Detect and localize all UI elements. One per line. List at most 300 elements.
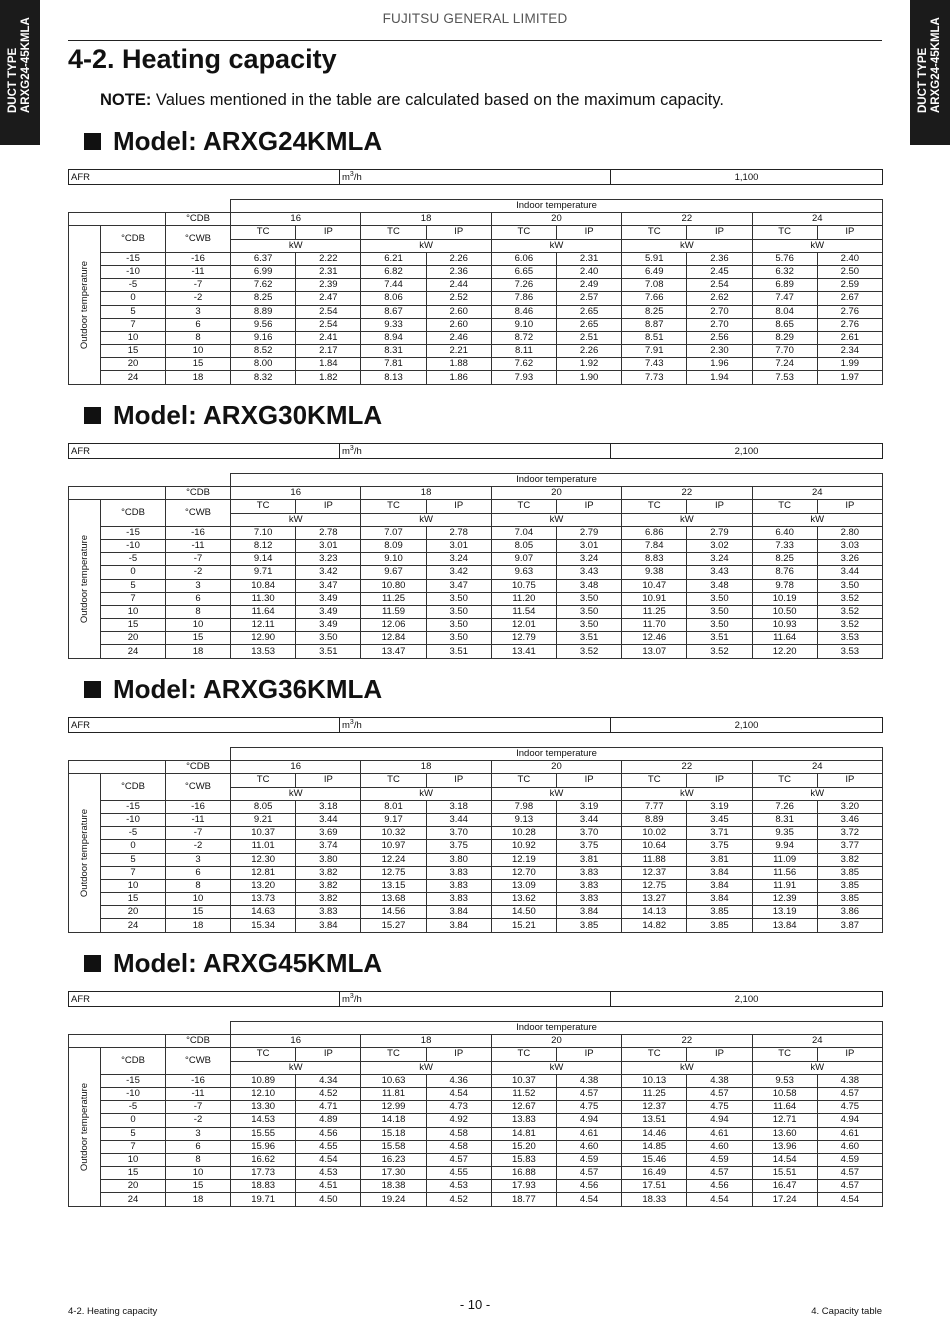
tc-value: 14.46	[622, 1127, 687, 1140]
ip-value: 4.71	[296, 1101, 361, 1114]
tc-label: TC	[231, 774, 296, 787]
side-tab-left-text	[7, 17, 33, 113]
ip-value: 2.54	[296, 318, 361, 331]
ip-label: IP	[296, 226, 361, 239]
tc-value: 13.07	[622, 645, 687, 658]
tc-label: TC	[622, 226, 687, 239]
ip-value: 2.59	[817, 279, 882, 292]
tc-value: 7.98	[491, 800, 556, 813]
tc-value: 12.06	[361, 619, 426, 632]
table-row	[69, 553, 883, 566]
ip-value: 4.61	[817, 1127, 882, 1140]
tc-label: TC	[361, 774, 426, 787]
tc-value: 8.52	[231, 345, 296, 358]
tc-value: 13.19	[752, 906, 817, 919]
outdoor-cdb-value: 24	[101, 645, 166, 658]
outdoor-cwb-value: -2	[166, 1114, 231, 1127]
indoor-temp-value: 16	[231, 487, 361, 500]
ip-value: 1.84	[296, 358, 361, 371]
ip-value: 2.21	[426, 345, 491, 358]
ip-value: 4.59	[817, 1153, 882, 1166]
tc-value: 8.25	[231, 292, 296, 305]
model-heading	[84, 948, 382, 979]
tc-value: 5.76	[752, 252, 817, 265]
afr-row	[69, 444, 883, 459]
outdoor-cwb-value: 18	[166, 1193, 231, 1206]
indoor-temp-value: 16	[231, 1035, 361, 1048]
outdoor-cdb-value: 15	[101, 893, 166, 906]
side-tab-line1: DUCT TYPE	[917, 47, 929, 113]
header-row-cdb	[69, 487, 883, 500]
tc-value: 13.96	[752, 1140, 817, 1153]
ip-value: 3.84	[687, 879, 752, 892]
ip-value: 4.52	[296, 1087, 361, 1100]
tc-label: TC	[491, 500, 556, 513]
tc-value: 6.06	[491, 252, 556, 265]
ip-value: 3.75	[687, 840, 752, 853]
kw-unit-label: kW	[622, 239, 752, 252]
tc-value: 13.30	[231, 1101, 296, 1114]
tc-value: 13.51	[622, 1114, 687, 1127]
ip-value: 3.74	[296, 840, 361, 853]
tc-value: 9.94	[752, 840, 817, 853]
outdoor-cdb-value: -15	[101, 252, 166, 265]
ip-value: 2.67	[817, 292, 882, 305]
tc-value: 10.50	[752, 605, 817, 618]
outdoor-cdb-value: 24	[101, 1193, 166, 1206]
table-row	[69, 1153, 883, 1166]
outdoor-temperature-cell	[69, 500, 101, 658]
outdoor-cwb-label: °CWB	[166, 226, 231, 252]
kw-unit-label: kW	[752, 239, 882, 252]
outdoor-cdb-value: 20	[101, 632, 166, 645]
tc-value: 10.80	[361, 579, 426, 592]
kw-unit-label: kW	[622, 787, 752, 800]
outdoor-cwb-value: -11	[166, 813, 231, 826]
afr-unit-sup: 3	[349, 992, 354, 1000]
kw-unit-label: kW	[361, 513, 491, 526]
ip-value: 4.61	[556, 1127, 621, 1140]
table-row	[69, 579, 883, 592]
note	[100, 91, 724, 110]
tc-value: 17.73	[231, 1167, 296, 1180]
kw-unit-label: kW	[491, 513, 621, 526]
kw-unit-label: kW	[752, 1061, 882, 1074]
ip-value: 4.58	[426, 1127, 491, 1140]
tc-value: 7.24	[752, 358, 817, 371]
outdoor-cdb-value: 15	[101, 345, 166, 358]
ip-value: 2.47	[296, 292, 361, 305]
tc-value: 12.46	[622, 632, 687, 645]
ip-value: 3.77	[817, 840, 882, 853]
outdoor-cdb-value: -5	[101, 553, 166, 566]
ip-value: 3.80	[296, 853, 361, 866]
side-tab-right-text	[917, 17, 943, 113]
tc-value: 10.92	[491, 840, 556, 853]
tc-value: 12.39	[752, 893, 817, 906]
tc-value: 7.84	[622, 539, 687, 552]
tc-label: TC	[622, 1048, 687, 1061]
tc-value: 16.49	[622, 1167, 687, 1180]
ip-value: 3.19	[687, 800, 752, 813]
afr-row	[69, 170, 883, 185]
outdoor-cdb-label: °CDB	[101, 226, 166, 252]
ip-label: IP	[817, 500, 882, 513]
table-row	[69, 632, 883, 645]
ip-value: 4.57	[556, 1087, 621, 1100]
ip-value: 2.51	[556, 331, 621, 344]
tc-value: 8.94	[361, 331, 426, 344]
outdoor-cdb-value: -10	[101, 265, 166, 278]
tc-value: 8.76	[752, 566, 817, 579]
ip-value: 2.54	[687, 279, 752, 292]
tc-value: 14.13	[622, 906, 687, 919]
tc-value: 17.24	[752, 1193, 817, 1206]
outdoor-cwb-value: 10	[166, 1167, 231, 1180]
indoor-temp-value: 18	[361, 761, 491, 774]
afr-unit-base: m	[342, 994, 350, 1006]
ip-value: 2.50	[817, 265, 882, 278]
tc-label: TC	[361, 226, 426, 239]
table-row	[69, 1140, 883, 1153]
ip-value: 3.84	[426, 906, 491, 919]
tc-value: 6.40	[752, 526, 817, 539]
ip-value: 3.18	[426, 800, 491, 813]
table-row	[69, 827, 883, 840]
outdoor-cdb-value: -5	[101, 827, 166, 840]
outdoor-temperature-cell	[69, 1048, 101, 1206]
table-row	[69, 1114, 883, 1127]
tc-value: 7.62	[231, 279, 296, 292]
ip-value: 3.81	[556, 853, 621, 866]
outdoor-cdb-value: -5	[101, 279, 166, 292]
ip-value: 3.42	[296, 566, 361, 579]
ip-value: 4.75	[817, 1101, 882, 1114]
ip-value: 3.18	[296, 800, 361, 813]
table-row	[69, 840, 883, 853]
tc-label: TC	[231, 1048, 296, 1061]
ip-label: IP	[556, 500, 621, 513]
square-bullet-icon	[84, 133, 101, 150]
table-row	[69, 318, 883, 331]
tc-value: 10.32	[361, 827, 426, 840]
tc-value: 11.54	[491, 605, 556, 618]
tc-value: 10.64	[622, 840, 687, 853]
tc-value: 6.86	[622, 526, 687, 539]
tc-value: 9.35	[752, 827, 817, 840]
tc-value: 18.83	[231, 1180, 296, 1193]
outdoor-cwb-value: 8	[166, 331, 231, 344]
ip-value: 2.57	[556, 292, 621, 305]
tc-value: 7.77	[622, 800, 687, 813]
header-row-indoor	[69, 1022, 883, 1035]
ip-value: 3.24	[687, 553, 752, 566]
tc-value: 9.71	[231, 566, 296, 579]
tc-value: 6.32	[752, 265, 817, 278]
ip-value: 3.50	[556, 605, 621, 618]
outdoor-cwb-value: 3	[166, 579, 231, 592]
ip-value: 1.94	[687, 371, 752, 384]
outdoor-cdb-value: 15	[101, 1167, 166, 1180]
afr-unit-sup: 3	[349, 170, 354, 178]
heating-capacity-table	[68, 473, 883, 659]
tc-value: 13.15	[361, 879, 426, 892]
tc-value: 8.25	[752, 553, 817, 566]
tc-value: 11.64	[752, 632, 817, 645]
tc-value: 14.54	[752, 1153, 817, 1166]
outdoor-cdb-value: 10	[101, 605, 166, 618]
ip-value: 4.94	[687, 1114, 752, 1127]
outdoor-cdb-value: 0	[101, 1114, 166, 1127]
table-row	[69, 292, 883, 305]
ip-value: 2.30	[687, 345, 752, 358]
ip-value: 4.60	[556, 1140, 621, 1153]
tc-value: 15.55	[231, 1127, 296, 1140]
ip-label: IP	[687, 226, 752, 239]
tc-value: 8.06	[361, 292, 426, 305]
ip-value: 2.54	[296, 305, 361, 318]
ip-value: 2.76	[817, 305, 882, 318]
tc-label: TC	[491, 1048, 556, 1061]
tc-value: 12.24	[361, 853, 426, 866]
tc-value: 11.25	[622, 1087, 687, 1100]
tc-value: 14.53	[231, 1114, 296, 1127]
tc-value: 7.93	[491, 371, 556, 384]
outdoor-cdb-label: °CDB	[101, 1048, 166, 1074]
table-row	[69, 813, 883, 826]
outdoor-cdb-label: °CDB	[101, 500, 166, 526]
ip-value: 4.61	[687, 1127, 752, 1140]
tc-value: 11.70	[622, 619, 687, 632]
tc-label: TC	[752, 774, 817, 787]
indoor-temperature-label: Indoor temperature	[231, 200, 883, 213]
tc-value: 14.82	[622, 919, 687, 932]
tc-value: 7.91	[622, 345, 687, 358]
tc-value: 10.84	[231, 579, 296, 592]
ip-value: 4.57	[426, 1153, 491, 1166]
ip-value: 4.57	[556, 1167, 621, 1180]
indoor-temp-value: 24	[752, 1035, 882, 1048]
ip-value: 3.44	[426, 813, 491, 826]
ip-label: IP	[426, 774, 491, 787]
kw-unit-label: kW	[491, 239, 621, 252]
ip-value: 4.38	[556, 1074, 621, 1087]
footer-left: 4-2. Heating capacity	[68, 1306, 158, 1317]
header-row-cdb	[69, 1035, 883, 1048]
tc-value: 7.62	[491, 358, 556, 371]
blank-cell	[69, 474, 231, 487]
model-heading-text: Model: ARXG36KMLA	[113, 674, 383, 704]
ip-value: 1.88	[426, 358, 491, 371]
ip-value: 4.38	[687, 1074, 752, 1087]
tc-value: 19.71	[231, 1193, 296, 1206]
ip-value: 3.83	[556, 879, 621, 892]
indoor-temp-value: 16	[231, 761, 361, 774]
outdoor-cdb-value: -5	[101, 1101, 166, 1114]
outdoor-cwb-value: -16	[166, 252, 231, 265]
tc-value: 11.01	[231, 840, 296, 853]
ip-value: 3.48	[687, 579, 752, 592]
tc-label: TC	[361, 1048, 426, 1061]
tc-value: 12.71	[752, 1114, 817, 1127]
outdoor-cdb-value: 10	[101, 879, 166, 892]
ip-value: 3.43	[556, 566, 621, 579]
tc-value: 14.56	[361, 906, 426, 919]
square-bullet-icon	[84, 407, 101, 424]
indoor-temperature-label: Indoor temperature	[231, 748, 883, 761]
ip-value: 3.01	[296, 539, 361, 552]
ip-value: 3.50	[426, 592, 491, 605]
ip-value: 3.69	[296, 827, 361, 840]
outdoor-cwb-value: 6	[166, 318, 231, 331]
ip-value: 3.50	[687, 619, 752, 632]
indoor-temp-value: 22	[622, 213, 752, 226]
ip-value: 4.94	[817, 1114, 882, 1127]
tc-value: 15.18	[361, 1127, 426, 1140]
ip-value: 3.42	[426, 566, 491, 579]
tc-value: 12.99	[361, 1101, 426, 1114]
ip-value: 3.86	[817, 906, 882, 919]
tc-value: 13.68	[361, 893, 426, 906]
tc-value: 15.46	[622, 1153, 687, 1166]
tc-value: 9.21	[231, 813, 296, 826]
tc-value: 8.89	[622, 813, 687, 826]
afr-label: AFR	[69, 170, 340, 185]
outdoor-cdb-value: -10	[101, 1087, 166, 1100]
tc-value: 11.64	[231, 605, 296, 618]
ip-value: 4.59	[687, 1153, 752, 1166]
outdoor-temperature-label: Outdoor temperature	[78, 534, 90, 624]
ip-value: 4.54	[817, 1193, 882, 1206]
tc-value: 17.51	[622, 1180, 687, 1193]
tc-value: 10.37	[491, 1074, 556, 1087]
blank-cell	[69, 1022, 231, 1035]
tc-value: 9.33	[361, 318, 426, 331]
ip-value: 2.60	[426, 318, 491, 331]
tc-value: 10.28	[491, 827, 556, 840]
ip-value: 3.71	[687, 827, 752, 840]
tc-value: 11.25	[622, 605, 687, 618]
ip-value: 3.45	[687, 813, 752, 826]
ip-value: 3.87	[817, 919, 882, 932]
tc-value: 10.63	[361, 1074, 426, 1087]
tc-value: 11.81	[361, 1087, 426, 1100]
ip-value: 4.57	[817, 1087, 882, 1100]
tc-value: 9.56	[231, 318, 296, 331]
tc-value: 15.51	[752, 1167, 817, 1180]
tc-value: 15.83	[491, 1153, 556, 1166]
blank-cell	[69, 761, 166, 774]
indoor-temp-value: 24	[752, 761, 882, 774]
table-row	[69, 566, 883, 579]
ip-value: 3.23	[296, 553, 361, 566]
tc-value: 8.04	[752, 305, 817, 318]
tc-value: 8.51	[622, 331, 687, 344]
tc-label: TC	[231, 500, 296, 513]
ip-value: 3.85	[817, 879, 882, 892]
tc-value: 15.20	[491, 1140, 556, 1153]
afr-unit-tail: /h	[353, 720, 362, 732]
afr-value: 2,100	[611, 444, 883, 459]
ip-value: 2.70	[687, 318, 752, 331]
ip-value: 3.84	[687, 893, 752, 906]
footer-right: 4. Capacity table	[811, 1306, 882, 1317]
afr-unit-base: m	[342, 720, 350, 732]
note-label: NOTE:	[100, 91, 152, 109]
tc-value: 7.44	[361, 279, 426, 292]
tc-value: 10.89	[231, 1074, 296, 1087]
tc-value: 16.47	[752, 1180, 817, 1193]
tc-value: 12.75	[361, 866, 426, 879]
tc-value: 14.85	[622, 1140, 687, 1153]
ip-value: 2.60	[426, 305, 491, 318]
ip-value: 3.03	[817, 539, 882, 552]
kw-unit-label: kW	[491, 787, 621, 800]
ip-value: 3.84	[426, 919, 491, 932]
model-heading-text: Model: ARXG45KMLA	[113, 948, 383, 978]
indoor-temp-value: 22	[622, 487, 752, 500]
afr-unit-tail: /h	[353, 994, 362, 1006]
ip-value: 3.83	[296, 906, 361, 919]
header-rule	[68, 40, 882, 41]
tc-value: 19.24	[361, 1193, 426, 1206]
outdoor-cwb-value: -16	[166, 800, 231, 813]
tc-label: TC	[491, 774, 556, 787]
outdoor-cwb-value: 8	[166, 605, 231, 618]
ip-value: 2.62	[687, 292, 752, 305]
ip-value: 2.34	[817, 345, 882, 358]
table-row	[69, 592, 883, 605]
tc-value: 17.30	[361, 1167, 426, 1180]
ip-value: 4.60	[687, 1140, 752, 1153]
ip-value: 3.51	[426, 645, 491, 658]
ip-value: 3.72	[817, 827, 882, 840]
side-tab-line2: ARXG24-45KMLA	[20, 17, 32, 113]
ip-value: 3.50	[556, 592, 621, 605]
tc-value: 12.79	[491, 632, 556, 645]
tc-value: 15.21	[491, 919, 556, 932]
tc-value: 15.58	[361, 1140, 426, 1153]
outdoor-cwb-value: -2	[166, 840, 231, 853]
afr-value: 2,100	[611, 718, 883, 733]
ip-value: 3.49	[296, 605, 361, 618]
ip-value: 2.80	[817, 526, 882, 539]
kw-unit-label: kW	[622, 513, 752, 526]
tc-value: 6.49	[622, 265, 687, 278]
outdoor-cwb-value: 15	[166, 632, 231, 645]
ip-value: 3.24	[556, 553, 621, 566]
ip-value: 3.44	[296, 813, 361, 826]
kw-unit-label: kW	[752, 787, 882, 800]
afr-table	[68, 717, 883, 733]
company-header: FUJITSU GENERAL LIMITED	[382, 11, 568, 26]
tc-value: 7.08	[622, 279, 687, 292]
afr-table	[68, 169, 883, 185]
indoor-temp-value: 16	[231, 213, 361, 226]
ip-value: 2.26	[556, 345, 621, 358]
indoor-temp-value: 18	[361, 487, 491, 500]
table-row	[69, 1193, 883, 1206]
ip-value: 3.47	[426, 579, 491, 592]
ip-label: IP	[817, 226, 882, 239]
tc-value: 10.19	[752, 592, 817, 605]
ip-value: 3.83	[426, 893, 491, 906]
afr-unit-tail: /h	[353, 446, 362, 458]
ip-value: 4.56	[296, 1127, 361, 1140]
ip-value: 3.52	[687, 645, 752, 658]
ip-value: 2.17	[296, 345, 361, 358]
outdoor-cwb-value: -7	[166, 553, 231, 566]
